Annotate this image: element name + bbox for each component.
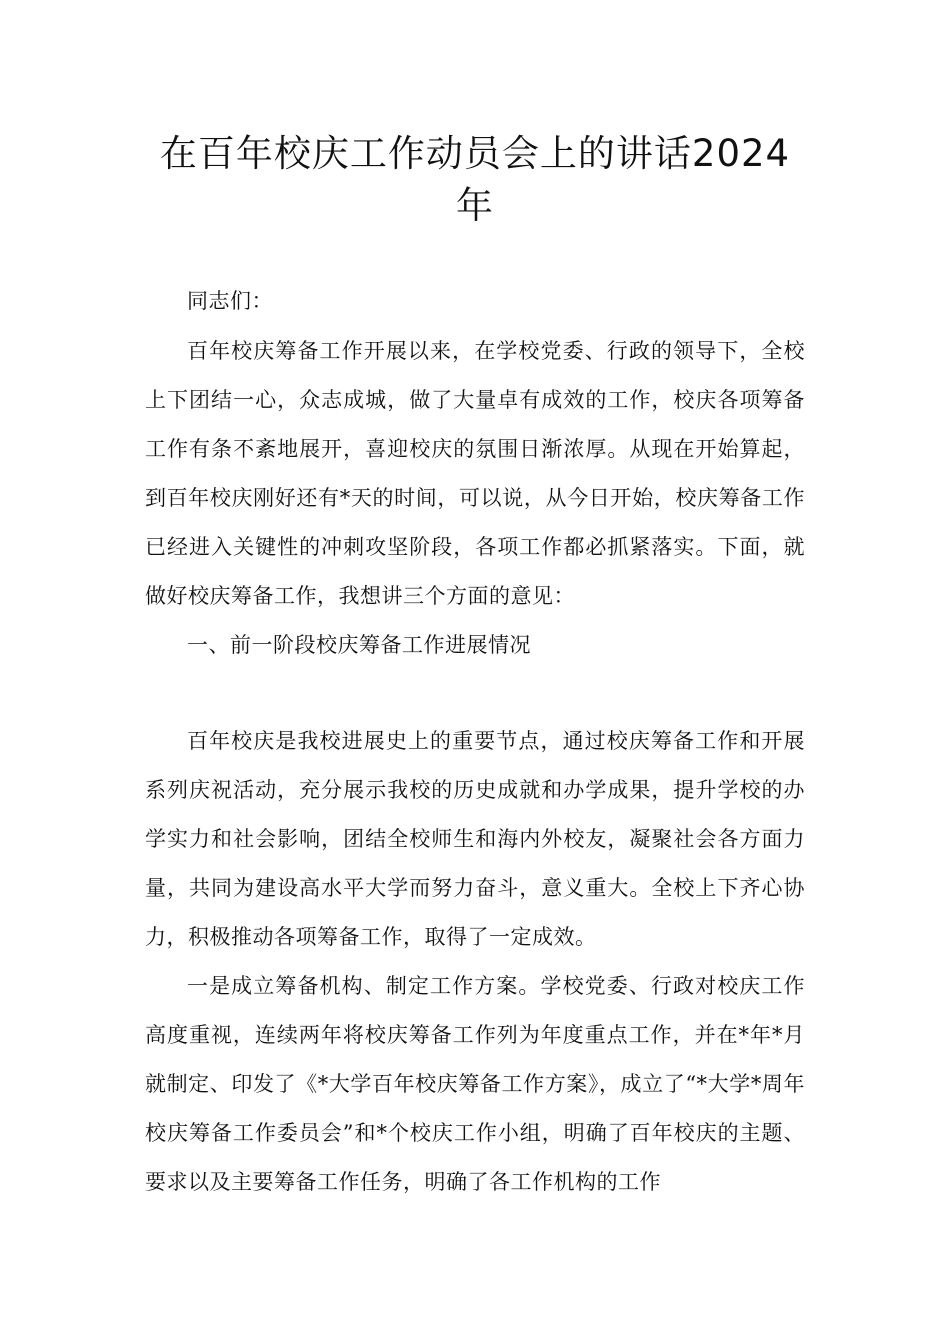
body-part1 bbox=[145, 327, 805, 670]
document-title bbox=[120, 128, 830, 232]
document-title-line2: 年 bbox=[456, 184, 494, 227]
paragraph-point-one: 一是成立筹备机构、制定工作方案。学校党委、行政对校庆工作高度重视，连续两年将校庆筹备工作列为年度重点工作，并在*年*月就制定、印发了《*大学百年校庆筹备工作方案》，成立了“*大学*周年校庆筹备工作委员会”和*个校庆工作小组，明确了百年校庆的主题、要求以及主要筹备工作任务，明确了各工作机构的工作 bbox=[145, 974, 805, 1194]
paragraph-intro: 百年校庆筹备工作开展以来，在学校党委、行政的领导下，全校上下团结一心，众志成城，做了大量卓有成效的工作，校庆各项筹备工作有条不紊地展开，喜迎校庆的氛围日渐浓厚。从现在开始算起，到百年校庆刚好还有*天的时间，可以说，从今日开始，校庆筹备工作已经进入关键性的冲刺攻坚阶段，各项工作都必抓紧落实。下面，就做好校庆筹备工作，我想讲三个方面的意见： bbox=[145, 339, 805, 608]
paragraph-significance: 百年校庆是我校进展史上的重要节点，通过校庆筹备工作和开展系列庆祝活动，充分展示我校的历史成就和办学成果，提升学校的办学实力和社会影响，团结全校师生和海内外校友，凝聚社会各方面力量，共同为建设高水平大学而努力奋斗，意义重大。全校上下齐心协力，积极推动各项筹备工作，取得了一定成效。 bbox=[145, 729, 805, 949]
body-part2 bbox=[145, 717, 805, 1207]
section-heading-1: 一、前一阶段校庆筹备工作进展情况 bbox=[187, 633, 531, 657]
document-title-line1: 在百年校庆工作动员会上的讲话2024 bbox=[159, 132, 791, 175]
salutation: 同志们： bbox=[187, 289, 273, 313]
salutation-block bbox=[145, 277, 805, 326]
